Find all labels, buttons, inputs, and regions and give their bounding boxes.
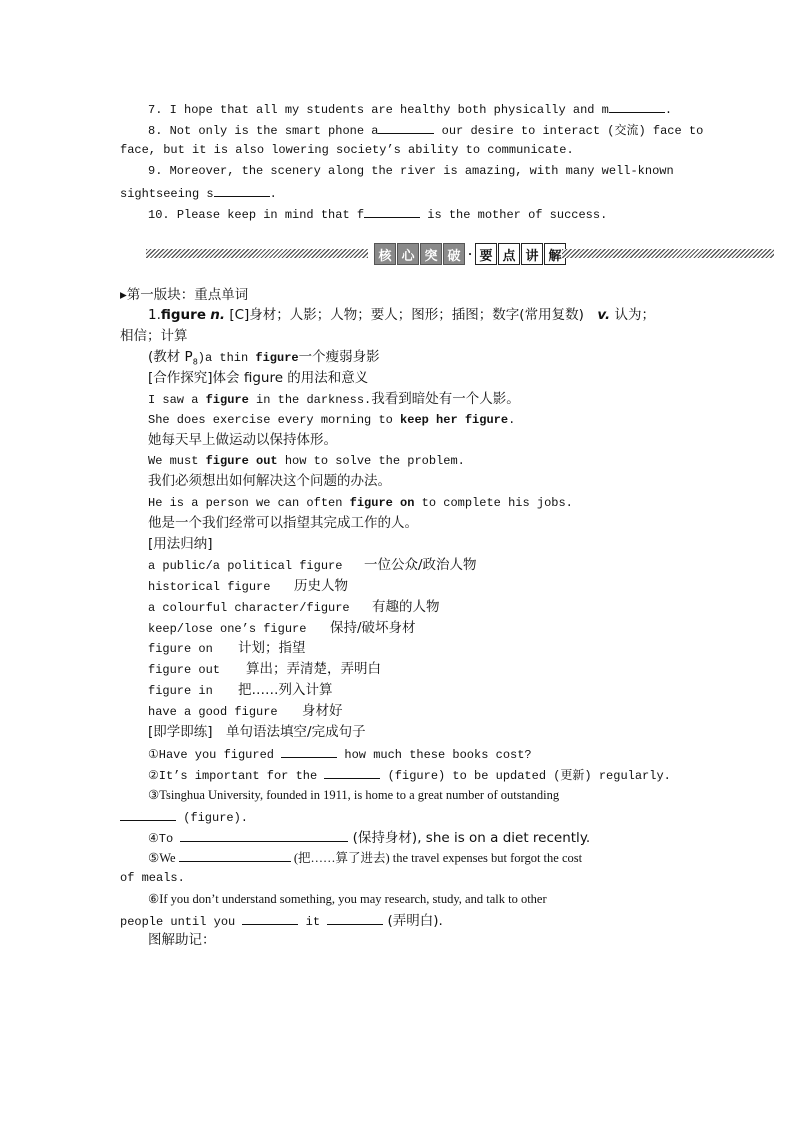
practice-item-6-line2: people until you it (弄明白). [120, 913, 443, 929]
example-translation: 我们必须想出如何解决这个问题的办法。 [148, 473, 391, 489]
blank [214, 184, 270, 197]
usage-item: figure out 算出；弄清楚，弄明白 [148, 661, 381, 677]
blank [180, 829, 348, 842]
explore-title: [合作探究]体会 figure 的用法和意义 [148, 370, 369, 386]
blank [327, 912, 383, 925]
memory-aid-label: 图解助记： [148, 932, 216, 948]
banner-char: 破 [443, 243, 465, 265]
usage-title: [用法归纳] [148, 536, 213, 552]
example-translation: 他是一个我们经常可以指望其完成工作的人。 [148, 515, 418, 531]
usage-item: have a good figure 身材好 [148, 703, 343, 719]
usage-item: a colourful character/figure 有趣的人物 [148, 599, 440, 615]
blank [179, 849, 291, 862]
banner-title [374, 243, 567, 265]
usage-item: figure on 计划；指望 [148, 640, 306, 656]
section-banner [146, 243, 774, 265]
usage-item: a public/a political figure 一位公众/政治人物 [148, 557, 477, 573]
blank [242, 912, 298, 925]
banner-char: 心 [397, 243, 419, 265]
example-sentence: I saw a figure in the darkness.我看到暗处有一个人影。 [148, 391, 520, 407]
practice-title: [即学即练] 单句语法填空/完成句子 [148, 724, 366, 740]
example-sentence: We must figure out how to solve the problem. [148, 454, 465, 468]
word-entry-line2: 相信；计算 [120, 328, 188, 344]
banner-char: 突 [420, 243, 442, 265]
example-sentence: She does exercise every morning to keep her figure. [148, 413, 516, 427]
exercise-9-line2: sightseeing s . [120, 184, 676, 202]
blank [378, 121, 434, 134]
example-translation: 她每天早上做运动以保持体形。 [148, 432, 337, 448]
exercise-8-line2: face, but it is also lowering society’s ability to communicate. [120, 143, 574, 157]
section-heading: ▸第一版块：重点单词 [120, 287, 249, 303]
banner-char: 要 [475, 243, 497, 265]
word-entry: 1.figure n. [C]身材；人影；人物；要人；图形；插图；数字(常用复数) v. 认为； [148, 307, 655, 323]
banner-char: 点 [498, 243, 520, 265]
headword: figure [160, 307, 206, 323]
practice-item-6: ⑥If you don’t understand something, you may research, study, and talk to other [148, 892, 547, 906]
practice-item-3: ③Tsinghua University, founded in 1911, is home to a great number of outstanding [148, 788, 560, 802]
usage-item: keep/lose one’s figure 保持/破坏身材 [148, 620, 416, 636]
banner-char: 解 [544, 243, 566, 265]
hatch-decoration [146, 249, 368, 258]
blank [281, 745, 337, 758]
blank [120, 808, 176, 821]
exercise-10: 10. Please keep in mind that f is the mother of success. [148, 205, 704, 223]
banner-dot: · [467, 246, 473, 261]
usage-item: figure in 把……列入计算 [148, 682, 333, 698]
blank [364, 205, 420, 218]
example-sentence: He is a person we can often figure on to complete his jobs. [148, 496, 573, 510]
practice-item-1: ①Have you figured how much these books cost? [148, 745, 704, 763]
banner-char: 核 [374, 243, 396, 265]
textbook-example: (教材 $P_8)a$ thin figure一个瘦弱身影 [148, 349, 380, 367]
usage-item: historical figure 历史人物 [148, 578, 348, 594]
hatch-decoration [562, 249, 774, 258]
practice-item-3-line2: (figure). [120, 808, 676, 826]
exercise-7: 7. I hope that all my students are healthy both physically and m . [148, 100, 704, 118]
blank [324, 766, 380, 779]
practice-item-4: ④To (保持身材), she is on a diet recently. [148, 830, 591, 846]
banner-char: 讲 [521, 243, 543, 265]
practice-item-2: ②It’s important for the (figure) to be updated (更新) regularly. [148, 766, 704, 784]
exercise-9: 9. Moreover, the scenery along the river is amazing, with many well-known [148, 164, 674, 178]
practice-item-5-line2: of meals. [120, 871, 185, 885]
practice-item-5: ⑤We (把……算了进去) the travel expenses but forgot the cost [148, 851, 583, 865]
exercise-8: 8. Not only is the smart phone a our desire to interact (交流) face to [148, 121, 704, 139]
blank [609, 100, 665, 113]
